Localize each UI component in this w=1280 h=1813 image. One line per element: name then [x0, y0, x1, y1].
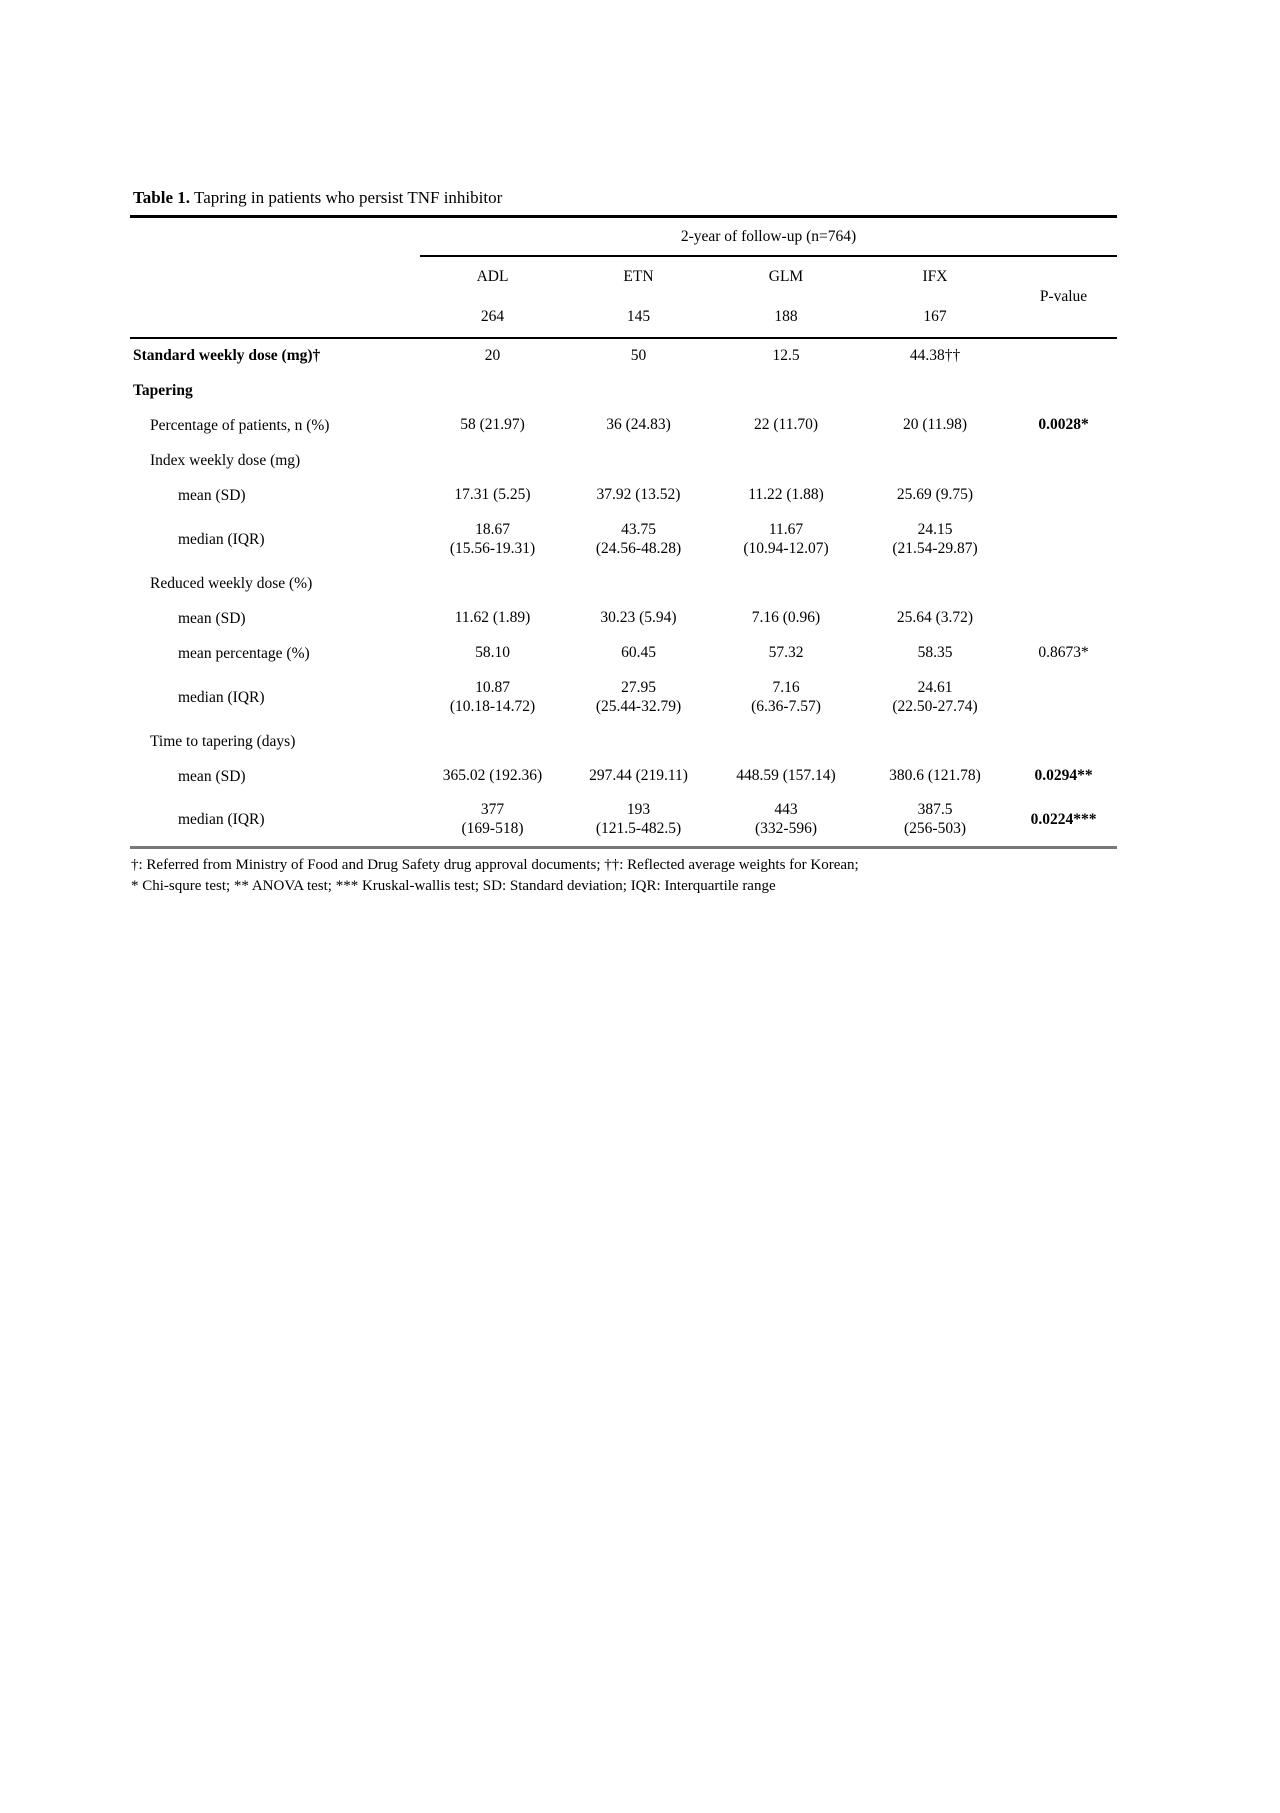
cell-value-glm: 11.22 (1.88) — [748, 486, 824, 504]
cell-value-glm: 11.67 (10.94-12.07) — [743, 521, 829, 557]
cell-value-etn: 27.95 (25.44-32.79) — [595, 679, 682, 715]
table-row — [130, 724, 1117, 759]
cell-pvalue: 0.0294** — [1034, 767, 1093, 785]
cell-value-ifx: 44.38†† — [909, 346, 961, 364]
cell-pvalue — [1010, 513, 1117, 566]
cell-value-glm: 448.59 (157.14) — [736, 767, 836, 785]
cell-value-etn: 36 (24.83) — [606, 416, 671, 434]
cell-pvalue: 0.0028* — [1038, 416, 1089, 434]
cell-pvalue — [1010, 601, 1117, 636]
cell-value-adl: 20 — [484, 346, 501, 364]
table-row — [130, 513, 1117, 566]
cell-pvalue — [1010, 671, 1117, 724]
row-label: mean percentage (%) — [178, 644, 310, 662]
row-label: median (IQR) — [178, 810, 265, 828]
cell-value-adl — [420, 566, 565, 601]
cell-value-adl: 365.02 (192.36) — [442, 767, 543, 785]
count-etn: 145 — [565, 297, 712, 338]
cell-value-etn: 193 (121.5-482.5) — [595, 801, 682, 837]
cell-value-etn: 37.92 (13.52) — [596, 486, 681, 504]
cell-value-ifx: 24.15 (21.54-29.87) — [892, 521, 978, 557]
cell-value-adl: 11.62 (1.89) — [454, 609, 531, 627]
table-row — [130, 601, 1117, 636]
cell-value-glm: 12.5 — [772, 346, 800, 364]
table-row — [130, 478, 1117, 513]
row-label: mean (SD) — [178, 767, 246, 785]
counts-row — [130, 297, 1117, 338]
table-row — [130, 636, 1117, 671]
cell-value-ifx — [860, 443, 1010, 478]
cell-value-glm: 7.16 (0.96) — [751, 609, 821, 627]
cell-value-etn: 30.23 (5.94) — [600, 609, 677, 627]
cell-value-adl — [420, 443, 565, 478]
table-row — [130, 338, 1117, 373]
table-title-text: Tapring in patients who persist TNF inhibitor — [194, 188, 503, 207]
cell-value-ifx: 24.61 (22.50-27.74) — [892, 679, 978, 715]
cell-pvalue: 0.8673* — [1038, 644, 1089, 662]
table-1-block — [130, 188, 1120, 897]
footnote-line-2: * Chi-squre test; ** ANOVA test; *** Kruskal-wallis test; SD: Standard deviation; IQR: Interquartile range — [131, 877, 776, 894]
cell-value-ifx — [860, 373, 1010, 408]
cell-value-glm — [712, 724, 860, 759]
cell-value-ifx: 25.64 (3.72) — [896, 609, 974, 627]
footnote-line-1: †: Referred from Ministry of Food and Drug Safety drug approval documents; ††: Reflected average weights for Korean; — [131, 856, 859, 873]
table-row — [130, 759, 1117, 794]
cell-value-etn: 43.75 (24.56-48.28) — [595, 521, 682, 557]
cell-value-ifx — [860, 566, 1010, 601]
cell-value-glm — [712, 373, 860, 408]
cell-value-adl: 58.10 — [475, 644, 510, 662]
group-header-row — [130, 217, 1117, 257]
cell-value-glm — [712, 566, 860, 601]
cell-value-adl: 17.31 (5.25) — [454, 486, 531, 504]
group-header: 2-year of follow-up (n=764) — [420, 217, 1117, 257]
cell-pvalue — [1010, 724, 1117, 759]
cell-value-glm: 7.16 (6.36-7.57) — [751, 679, 821, 715]
cell-value-ifx: 25.69 (9.75) — [896, 486, 974, 504]
table-1 — [130, 215, 1117, 849]
row-label: Index weekly dose (mg) — [150, 451, 301, 469]
table-row — [130, 408, 1117, 443]
cell-value-ifx: 387.5 (256-503) — [904, 801, 966, 837]
table-row — [130, 671, 1117, 724]
table-row — [130, 794, 1117, 847]
cell-pvalue — [1010, 338, 1117, 373]
row-label: Percentage of patients, n (%) — [150, 416, 330, 434]
cell-value-adl: 18.67 (15.56-19.31) — [449, 521, 536, 557]
table-body — [130, 338, 1117, 847]
cell-pvalue — [1010, 566, 1117, 601]
table-row — [130, 443, 1117, 478]
column-header-etn: ETN — [623, 268, 654, 285]
cell-value-etn — [565, 724, 712, 759]
table-title — [133, 188, 1120, 208]
cell-pvalue — [1010, 478, 1117, 513]
cell-value-etn: 50 — [630, 346, 647, 364]
column-header-pvalue: P-value — [1010, 256, 1117, 338]
cell-value-adl: 10.87 (10.18-14.72) — [449, 679, 536, 715]
cell-pvalue — [1010, 443, 1117, 478]
cell-value-adl — [420, 724, 565, 759]
group-header-spacer — [130, 217, 420, 257]
cell-value-adl: 58 (21.97) — [460, 416, 525, 434]
cell-pvalue — [1010, 373, 1117, 408]
column-header-row — [130, 256, 1117, 297]
table-row — [130, 566, 1117, 601]
cell-value-etn: 60.45 — [621, 644, 656, 662]
cell-value-glm: 22 (11.70) — [754, 416, 818, 434]
cell-value-glm: 57.32 — [768, 644, 804, 662]
cell-value-ifx: 58.35 — [917, 644, 953, 662]
row-label: median (IQR) — [178, 688, 265, 706]
column-header-adl: ADL — [476, 268, 509, 285]
cell-value-ifx — [860, 724, 1010, 759]
row-label: Standard weekly dose (mg)† — [133, 347, 321, 364]
counts-spacer — [130, 297, 420, 338]
row-label: Time to tapering (days) — [150, 732, 296, 750]
row-label: mean (SD) — [178, 609, 246, 627]
column-header-spacer — [130, 256, 420, 297]
column-header-ifx: IFX — [922, 268, 948, 285]
count-adl: 264 — [420, 297, 565, 338]
cell-value-etn — [565, 443, 712, 478]
row-label: median (IQR) — [178, 530, 265, 548]
cell-value-etn — [565, 566, 712, 601]
count-ifx: 167 — [860, 297, 1010, 338]
table-row — [130, 373, 1117, 408]
row-label: mean (SD) — [178, 486, 246, 504]
cell-value-ifx: 380.6 (121.78) — [889, 767, 981, 785]
cell-value-etn — [565, 373, 712, 408]
cell-value-glm — [712, 443, 860, 478]
cell-pvalue: 0.0224*** — [1030, 810, 1097, 828]
count-glm: 188 — [712, 297, 860, 338]
cell-value-ifx: 20 (11.98) — [903, 416, 967, 434]
row-label: Tapering — [133, 381, 193, 399]
cell-value-adl: 377 (169-518) — [461, 801, 524, 837]
column-header-glm: GLM — [768, 268, 804, 285]
row-label: Reduced weekly dose (%) — [150, 574, 313, 592]
cell-value-etn: 297.44 (219.11) — [589, 767, 688, 785]
cell-value-adl — [420, 373, 565, 408]
table-title-label: Table 1. — [133, 188, 191, 207]
cell-value-glm: 443 (332-596) — [755, 801, 817, 837]
